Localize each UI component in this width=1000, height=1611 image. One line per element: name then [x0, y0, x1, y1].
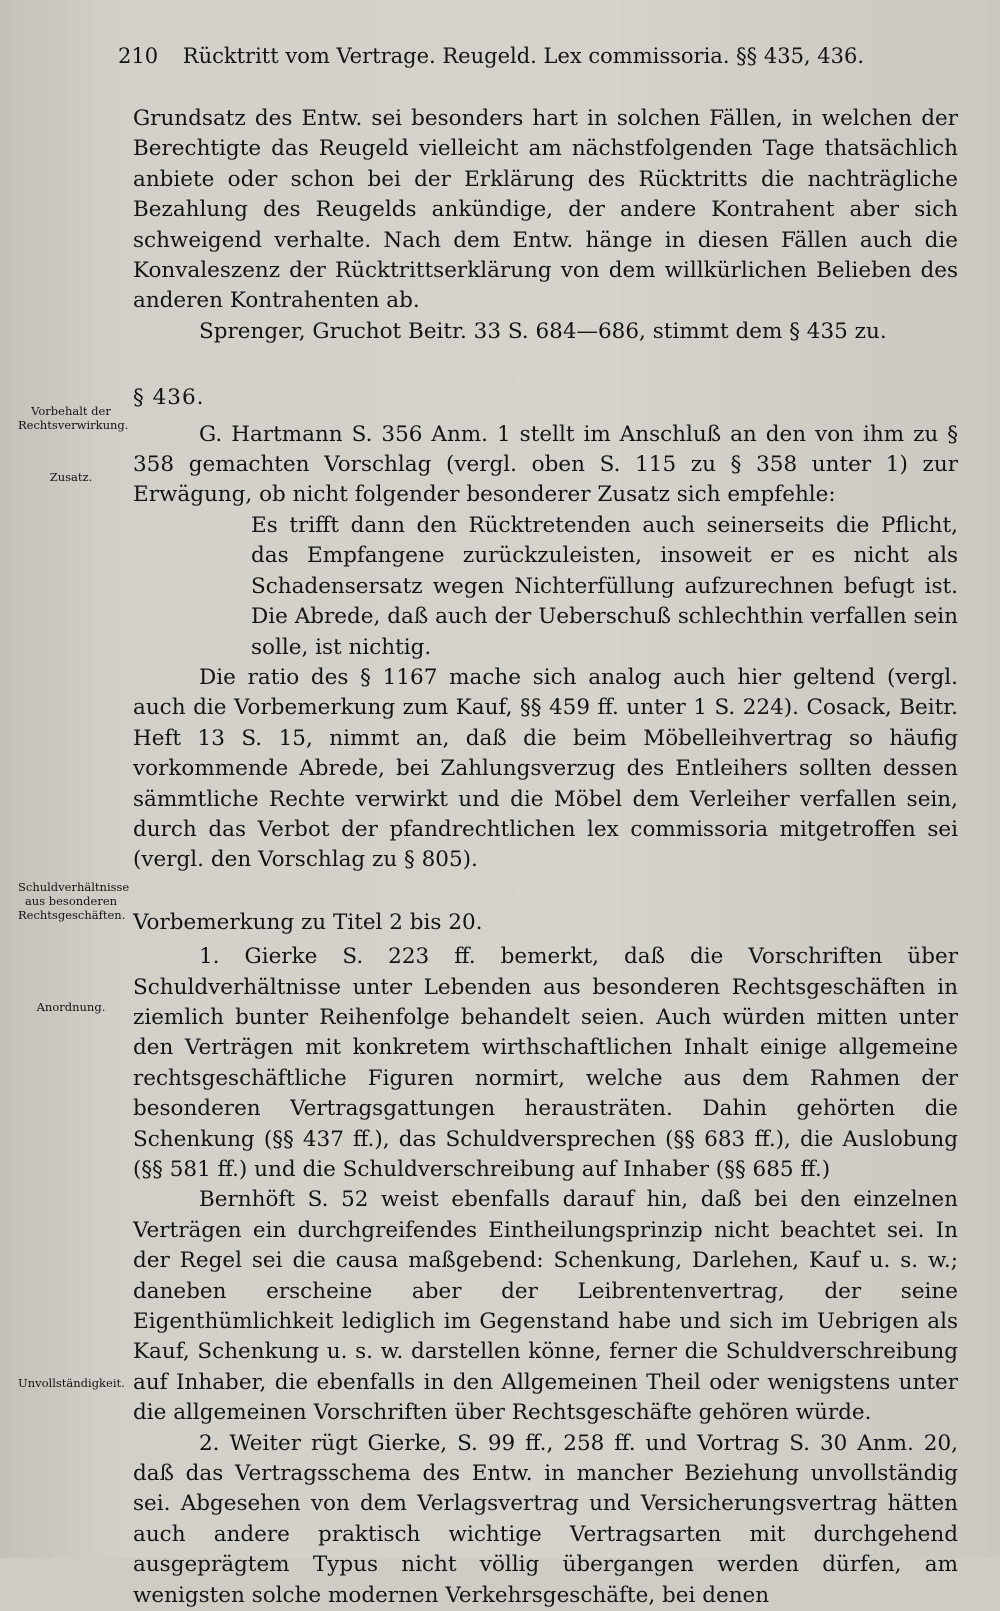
main-text: [133, 104, 958, 1611]
running-header: [118, 44, 888, 78]
margin-note: Zusatz.: [49, 470, 93, 484]
margin-note: Anordnung.: [36, 1000, 106, 1014]
paragraph: Sprenger, Gruchot Beitr. 33 S. 684—686, stimmt dem § 435 zu.: [199, 318, 887, 344]
paragraph: 2. Weiter rügt Gierke, S. 99 ff., 258 ff. und Vortrag S. 30 Anm. 20, daß das Vertragsschema des Entw. in mancher Beziehung unvollständig sei. Abgesehen von dem Verlagsvertrag und Versicherungsvertrag hätten auch andere praktisch wichtige Vertragsarten mit durchgehend ausgeprägtem Typus nicht völlig übergangen werden dürfen, am wenigsten solche modernen Verkehrsgeschäfte, bei denen: [133, 1430, 958, 1608]
page-number: 210: [118, 44, 159, 68]
paragraph: Grundsatz des Entw. sei besonders hart in solchen Fällen, in welchen der Berechtigte das Reugeld vielleicht am nächstfolgenden Tage thatsächlich anbiete oder schon bei der Erklärung des Rücktritts die nachträgliche Bezahlung des Reugelds ankündige, der andere Kontrahent aber sich schweigend verhalte. Nach dem Entw. hänge in diesen Fällen auch die Konvaleszenz der Rücktrittserklärung von dem willkürlichen Belieben des anderen Kontrahenten ab.: [133, 106, 958, 314]
margin-note: Schuldverhältnisse aus besonderen Rechtsgeschäften.: [18, 880, 130, 922]
quoted-proposal: Es trifft dann den Rücktretenden auch seinerseits die Pflicht, das Empfangene zurückzuleisten, insoweit er es nicht als Schadensersatz wegen Nichterfüllung aufzurechnen befugt ist. Die Abrede, daß auch der Ueberschuß schlechthin verfallen sein solle, ist nichtig.: [251, 512, 958, 660]
margin-note: Unvollständigkeit.: [18, 1376, 125, 1390]
paragraph: 1. Gierke S. 223 ff. bemerkt, daß die Vorschriften über Schuldverhältnisse unter Lebenden aus besonderen Rechtsgeschäften in ziemlich bunter Reihenfolge behandelt seien. Auch würden mitten unter den Verträgen mit konkretem wirthschaftlichen Inhalt einige allgemeine rechtsgeschäftliche Figuren normirt, welche aus dem Rahmen der besonderen Vertragsgattungen herausträten. Dahin gehörten die Schenkung (§§ 437 ff.), das Schuldversprechen (§§ 683 ff.), die Auslobung (§§ 581 ff.) und die Schuldverschreibung auf Inhaber (§§ 685 ff.): [133, 944, 958, 1182]
paragraph: G. Hartmann S. 356 Anm. 1 stellt im Anschluß an den von ihm zu § 358 gemachten Vorschlag (vergl. oben S. 115 zu § 358 unter 1) zur Erwägung, ob nicht folgender besonderer Zusatz sich empfehle:: [133, 421, 958, 508]
section-heading: Vorbemerkung zu Titel 2 bis 20.: [133, 909, 483, 935]
section-heading: § 436.: [133, 385, 205, 411]
running-title: Rücktritt vom Vertrage. Reugeld. Lex commissoria. §§ 435, 436.: [182, 44, 865, 68]
paragraph: Die ratio des § 1167 mache sich analog auch hier geltend (vergl. auch die Vorbemerkung zum Kauf, §§ 459 ff. unter 1 S. 224). Cosack, Beitr. Heft 13 S. 15, nimmt an, daß die beim Möbelleihvertrag so häufig vorkommende Abrede, bei Zahlungsverzug des Entleihers sollten dessen sämmtliche Rechte verwirkt und die Möbel dem Verleiher verfallen sein, durch das Verbot der pfandrechtlichen lex commissoria mitgetroffen sei (vergl. den Vorschlag zu § 805).: [133, 664, 958, 873]
paragraph: Bernhöft S. 52 weist ebenfalls darauf hin, daß bei den einzelnen Verträgen ein durchgreifendes Eintheilungsprinzip nicht beachtet sei. In der Regel sei die causa maßgebend: Schenkung, Darlehen, Kauf u. s. w.; daneben erscheine aber der Leibrentenvertrag, der seine Eigenthümlichkeit lediglich im Gegenstand habe und sich im Uebrigen als Kauf, Schenkung u. s. w. darstellen könne, ferner die Schuldverschreibung auf Inhaber, die ebenfalls in den Allgemeinen Theil oder wenigstens unter die allgemeinen Vorschriften über Rechtsgeschäfte gehören würde.: [133, 1187, 958, 1426]
margin-note: Vorbehalt der Rechtsverwirkung.: [18, 404, 129, 432]
